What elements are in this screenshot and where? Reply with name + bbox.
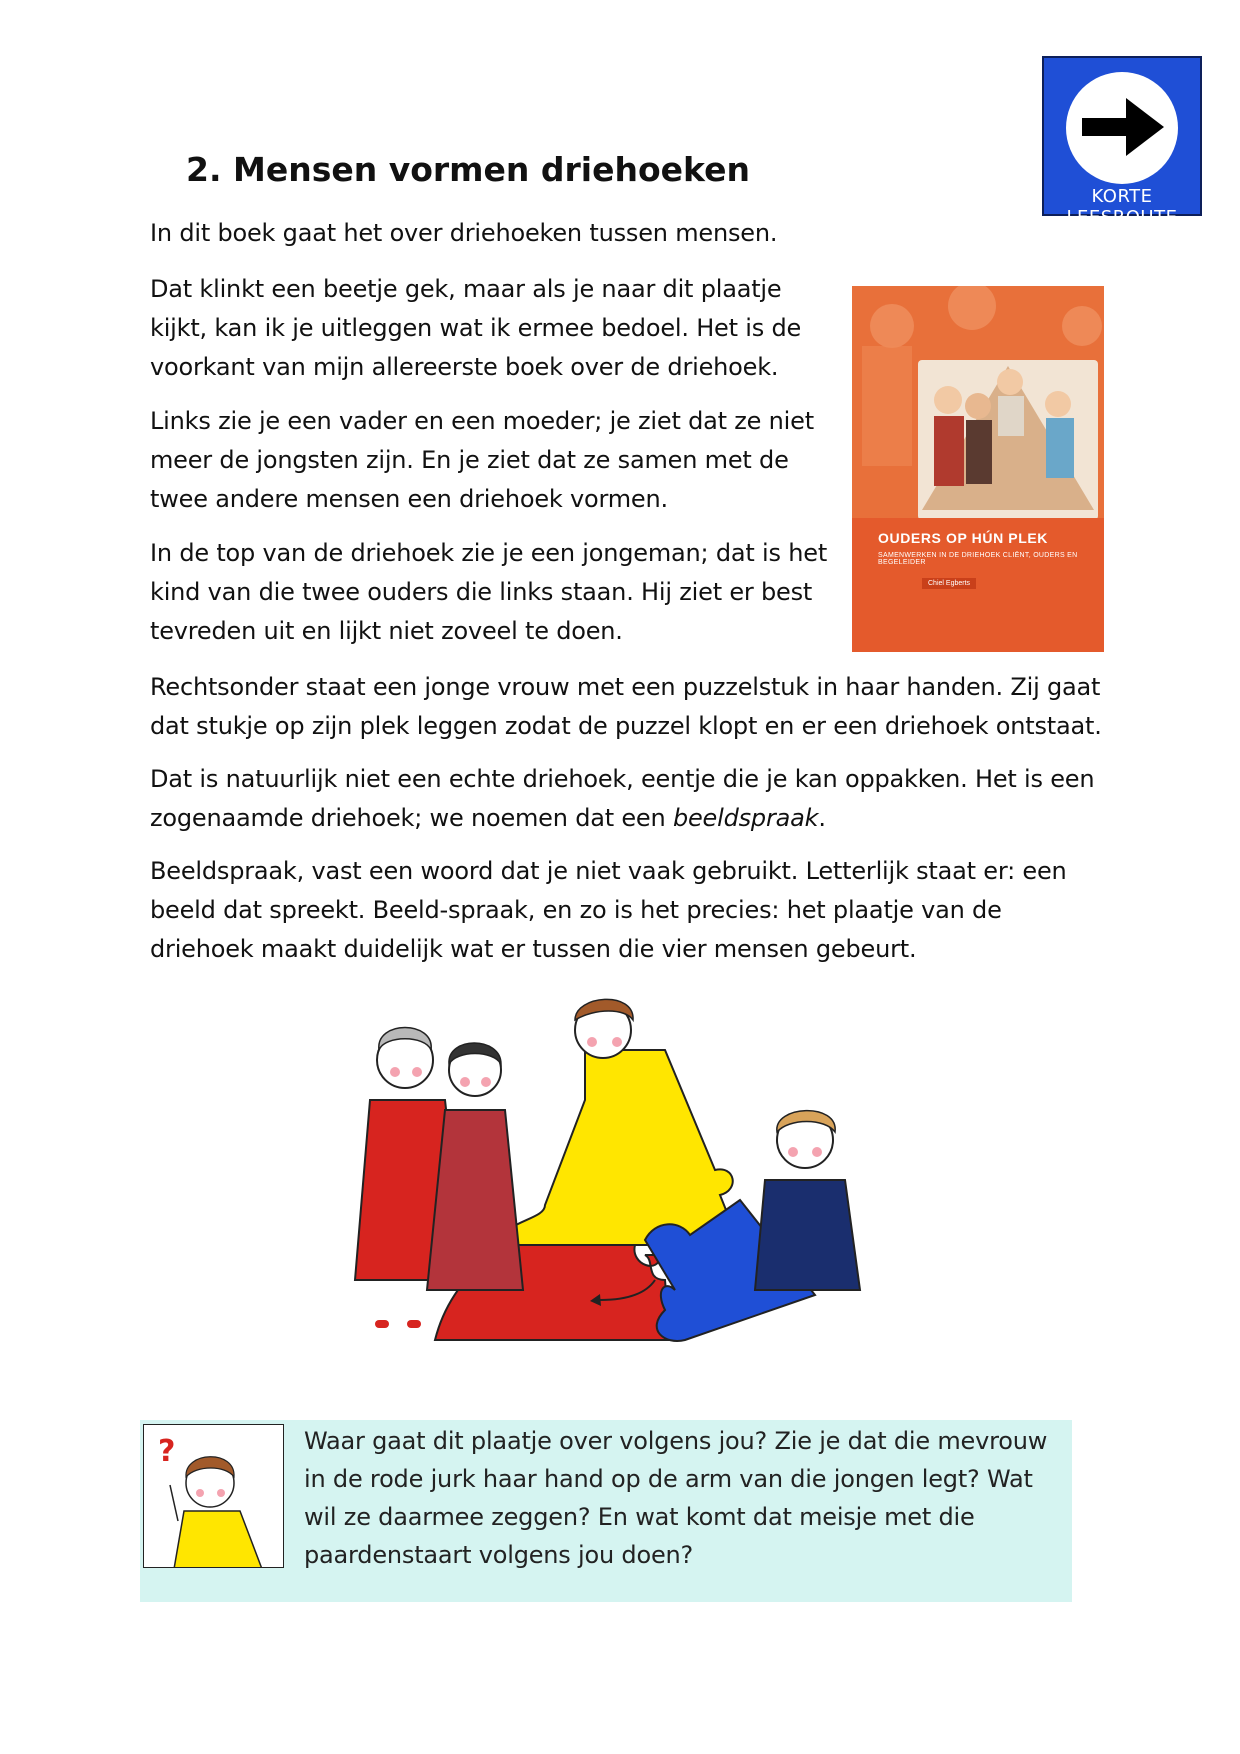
paragraph-4: In de top van de driehoek zie je een jongeman; dat is het kind van die twee ouders die links staan. Hij ziet er best tevreden uit en lijkt niet zoveel te doen.: [150, 539, 828, 645]
beeldspraak-emphasis: beeldspraak: [672, 804, 819, 832]
book-author: Chiel Egberts: [922, 578, 976, 589]
paragraph-5: Rechtsonder staat een jonge vrouw met een puzzelstuk in haar handen. Zij gaat dat stukje op zijn plek leggen zodat de puzzel klopt en er een driehoek ontstaat.: [150, 673, 1102, 740]
question-box: [140, 1420, 1072, 1602]
question-text: Waar gaat dit plaatje over volgens jou? Zie je dat die mevrouw in de rode jurk haar hand op de arm van die jongen legt? Wat wil ze daarmee zeggen? En wat komt dat meisje met die paardenstaart volgens jou doen?: [304, 1427, 1048, 1569]
paragraph-1: In dit boek gaat het over driehoeken tussen mensen.: [150, 219, 778, 247]
paragraph-7: Beeldspraak, vast een woord dat je niet vaak gebruikt. Letterlijk staat er: een beeld dat spreekt. Beeld-spraak, en zo is het precies: het plaatje van de driehoek maakt duidelijk wat er tussen die vier mensen gebeurt.: [150, 857, 1067, 963]
paragraph-2: Dat klinkt een beetje gek, maar als je naar dit plaatje kijkt, kan ik je uitleggen wat ik ermee bedoel. Het is de voorkant van mijn allereerste boek over de driehoek.: [150, 275, 802, 381]
paragraph-6-end: .: [818, 804, 826, 832]
paragraph-6: [150, 760, 1110, 838]
book-title: OUDERS OP HÚN PLEK: [878, 530, 1049, 546]
puzzle-triangle-illustration: [345, 990, 905, 1385]
book-cover-art: [918, 360, 1098, 520]
paragraph-6-text: Dat is natuurlijk niet een echte driehoek, eentje die je kan oppakken. Het is een zogenaamde driehoek; we noemen dat een: [150, 765, 1095, 832]
korte-leesroute-badge: [1042, 56, 1202, 228]
badge-circle: [1066, 72, 1178, 184]
page-title: 2. Mensen vormen driehoeken: [186, 150, 750, 189]
svg-text:?: ?: [158, 1434, 176, 1469]
question-boy-picture: [143, 1424, 284, 1568]
paragraph-3: Links zie je een vader en een moeder; je ziet dat ze niet meer de jongsten zijn. En je ziet dat ze samen met de twee andere mensen een driehoek vormen.: [150, 407, 814, 513]
book-subtitle: SAMENWERKEN IN DE DRIEHOEK CLIËNT, OUDERS EN BEGELEIDER: [878, 552, 1078, 566]
book-cover-image: [852, 286, 1104, 652]
arrow-right-icon: [1076, 80, 1168, 176]
badge-label: KORTE LEESROUTE: [1066, 186, 1178, 228]
